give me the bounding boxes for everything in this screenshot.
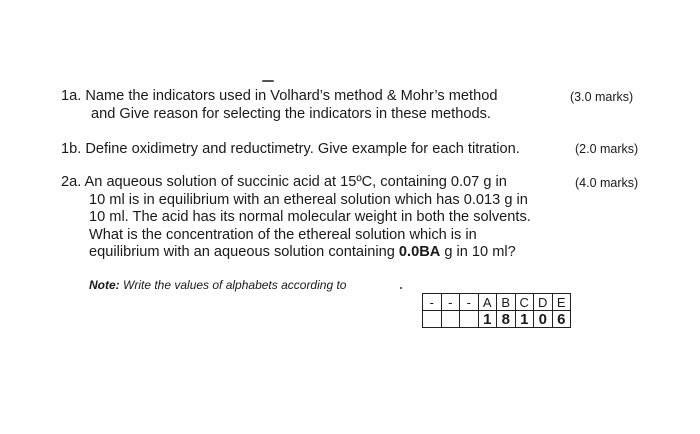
question-2a-marks: (4.0 marks) <box>575 176 639 190</box>
question-2a-line5 <box>89 243 516 261</box>
grid-value-cell: 6 <box>552 311 571 328</box>
note-label: Note: <box>89 278 120 292</box>
question-1b-marks: (2.0 marks) <box>575 142 639 156</box>
grid-header-cell: C <box>515 294 534 311</box>
grid-header-cell: - <box>423 294 442 311</box>
answer-grid <box>422 293 571 328</box>
question-1a-line1: 1a. Name the indicators used in Volhard’s method & Mohr’s method <box>61 88 498 104</box>
grid-header-cell: A <box>478 294 497 311</box>
grid-value-cell: 8 <box>497 311 516 328</box>
question-1a-marks: (3.0 marks) <box>570 90 634 104</box>
grid-header-cell: E <box>552 294 571 311</box>
grid-header-cell: - <box>460 294 479 311</box>
grid-header-cell: D <box>534 294 553 311</box>
question-2a-line4: What is the concentration of the ethereal solution which is in <box>89 227 477 243</box>
grid-header-row <box>423 294 571 311</box>
question-2a-line5-post: g in 10 ml? <box>440 244 516 260</box>
question-2a-line5-bold: 0.0BA <box>398 244 441 260</box>
grid-header-cell: - <box>441 294 460 311</box>
grid-value-cell <box>441 311 460 328</box>
note-line <box>89 278 346 292</box>
grid-value-row <box>423 311 571 328</box>
grid-value-cell <box>460 311 479 328</box>
question-2a-line2: 10 ml is in equilibrium with an ethereal solution which has 0.013 g in <box>89 192 528 208</box>
grid-value-cell: 0 <box>534 311 553 328</box>
speck-mark <box>262 80 274 82</box>
grid-header-cell: B <box>497 294 516 311</box>
grid-value-cell: 1 <box>478 311 497 328</box>
question-1a-line2: and Give reason for selecting the indicators in these methods. <box>91 106 491 122</box>
grid-value-cell: 1 <box>515 311 534 328</box>
question-2a-line1: 2a. An aqueous solution of succinic acid at 15ºC, containing 0.07 g in <box>61 174 507 190</box>
dot-mark <box>400 287 402 289</box>
question-2a-line5-pre: equilibrium with an aqueous solution containing <box>89 244 399 260</box>
question-2a-line3: 10 ml. The acid has its normal molecular weight in both the solvents. <box>89 209 531 225</box>
note-text: Write the values of alphabets according to <box>119 278 347 292</box>
question-1b-line1: 1b. Define oxidimetry and reductimetry. Give example for each titration. <box>61 141 520 157</box>
grid-value-cell <box>423 311 442 328</box>
